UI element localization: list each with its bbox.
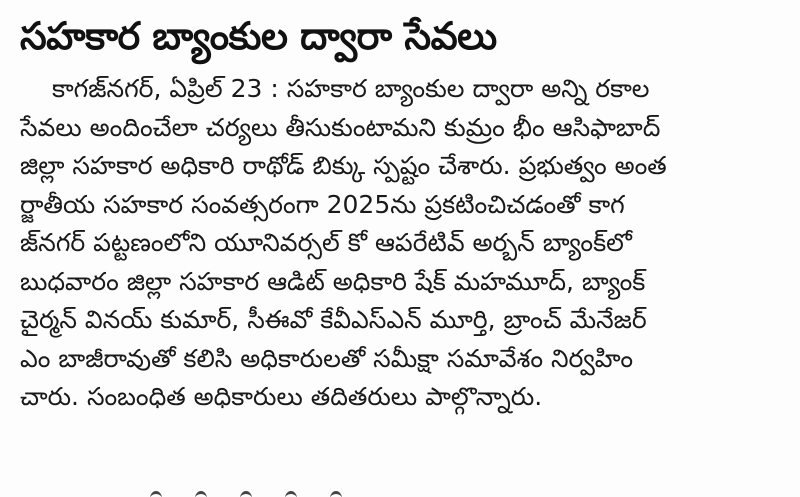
article-line: జ్‌నగర్ పట్టణంలోని యూనివర్సల్ కో ఆపరేటివ్ అర్బన్ బ్యాంక్‌లో bbox=[20, 228, 632, 257]
glyph-fragment bbox=[330, 491, 342, 497]
article-headline: సహకార బ్యాంకుల ద్వారా సేవలు bbox=[20, 14, 497, 58]
article-line: చారు. సంబంధిత అధికారులు తదితరులు పాల్గొన్నారు. bbox=[20, 382, 543, 411]
article-line: కాగజ్‌నగర్, ఏప్రిల్ 23 : సహకార బ్యాంకుల ద్వారా అన్ని రకాల bbox=[52, 74, 650, 103]
article-line: సేవలు అందించేలా చర్యలు తీసుకుంటామని కుమ్రం భీం ఆసిఫాబాద్ bbox=[20, 112, 661, 142]
article-body bbox=[20, 70, 778, 417]
article-line: చైర్మన్ వినయ్ కుమార్, సీఈవో కేవీఎస్ఎన్ మూర్తి, బ్రాంచ్ మేనేజర్ bbox=[20, 305, 647, 334]
article-line: జిల్లా సహకార అధికారి రాథోడ్ బిక్కు స్పష్టం చేశారు. ప్రభుత్వం అంత bbox=[20, 151, 667, 180]
glyph-fragment bbox=[195, 491, 207, 497]
article-line: బుధవారం జిల్లా సహకార ఆడిట్ అధికారి షేక్ మహమూద్, బ్యాంక్ bbox=[20, 266, 646, 296]
article-line: ర్జాతీయ సహకార సంవత్సరంగా 2025ను ప్రకటించిచడంతో కాగ bbox=[20, 189, 625, 219]
glyph-fragment bbox=[150, 491, 162, 497]
glyph-fragment bbox=[285, 491, 297, 497]
cropped-next-line-fragment bbox=[150, 491, 570, 497]
glyph-fragment bbox=[240, 491, 252, 497]
article-line: ఎం బాజీరావుతో కలిసి అధికారులతో సమీక్షా సమావేశం నిర్వహిం bbox=[20, 343, 634, 373]
